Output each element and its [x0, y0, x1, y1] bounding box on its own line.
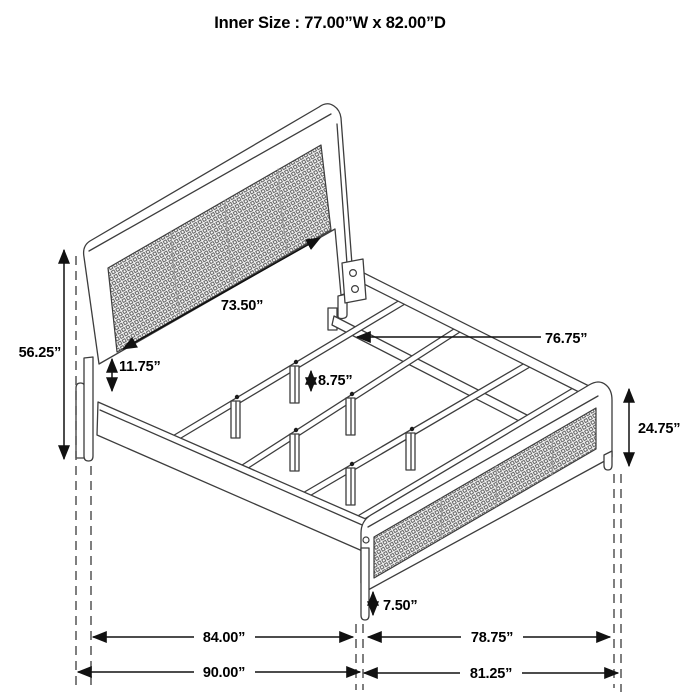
headboard-bracket — [342, 259, 366, 303]
dimension-label-under-slat-clearance: 8.75” — [318, 373, 353, 389]
dimension-label-footboard-height: 24.75” — [638, 421, 681, 437]
dimension-label-headboard-width: 73.50” — [220, 298, 264, 314]
dimension-label-side-rail-height: 11.75” — [119, 359, 161, 375]
footboard-right-leg — [604, 451, 612, 470]
footboard-mesh-seam — [552, 434, 553, 475]
dimension-label-footboard-width-inner: 78.75” — [470, 630, 514, 646]
bracket-screw — [352, 286, 359, 293]
headboard — [76, 104, 354, 461]
bracket-screw — [350, 270, 357, 277]
footboard-screw — [363, 537, 369, 543]
dimension-label-headboard-height: 56.25” — [18, 345, 61, 361]
footboard — [361, 382, 612, 620]
diagram-title: Inner Size : 77.00”W x 82.00”D — [214, 14, 446, 32]
headboard-front-leg — [84, 357, 93, 461]
dimension-label-side-length-inner: 84.00” — [202, 630, 246, 646]
slat — [171, 297, 405, 444]
footboard-mesh-seam — [441, 498, 442, 539]
dimension-label-footboard-leg-height: 7.50” — [383, 598, 418, 614]
dimension-label-side-length-overall: 90.00” — [202, 665, 246, 681]
dimension-label-footboard-width-overall: 81.25” — [469, 666, 513, 682]
dimension-label-center-rail-length: 76.75” — [545, 331, 588, 347]
footboard-mesh-seam — [496, 466, 497, 507]
footboard-left-leg — [361, 548, 369, 620]
